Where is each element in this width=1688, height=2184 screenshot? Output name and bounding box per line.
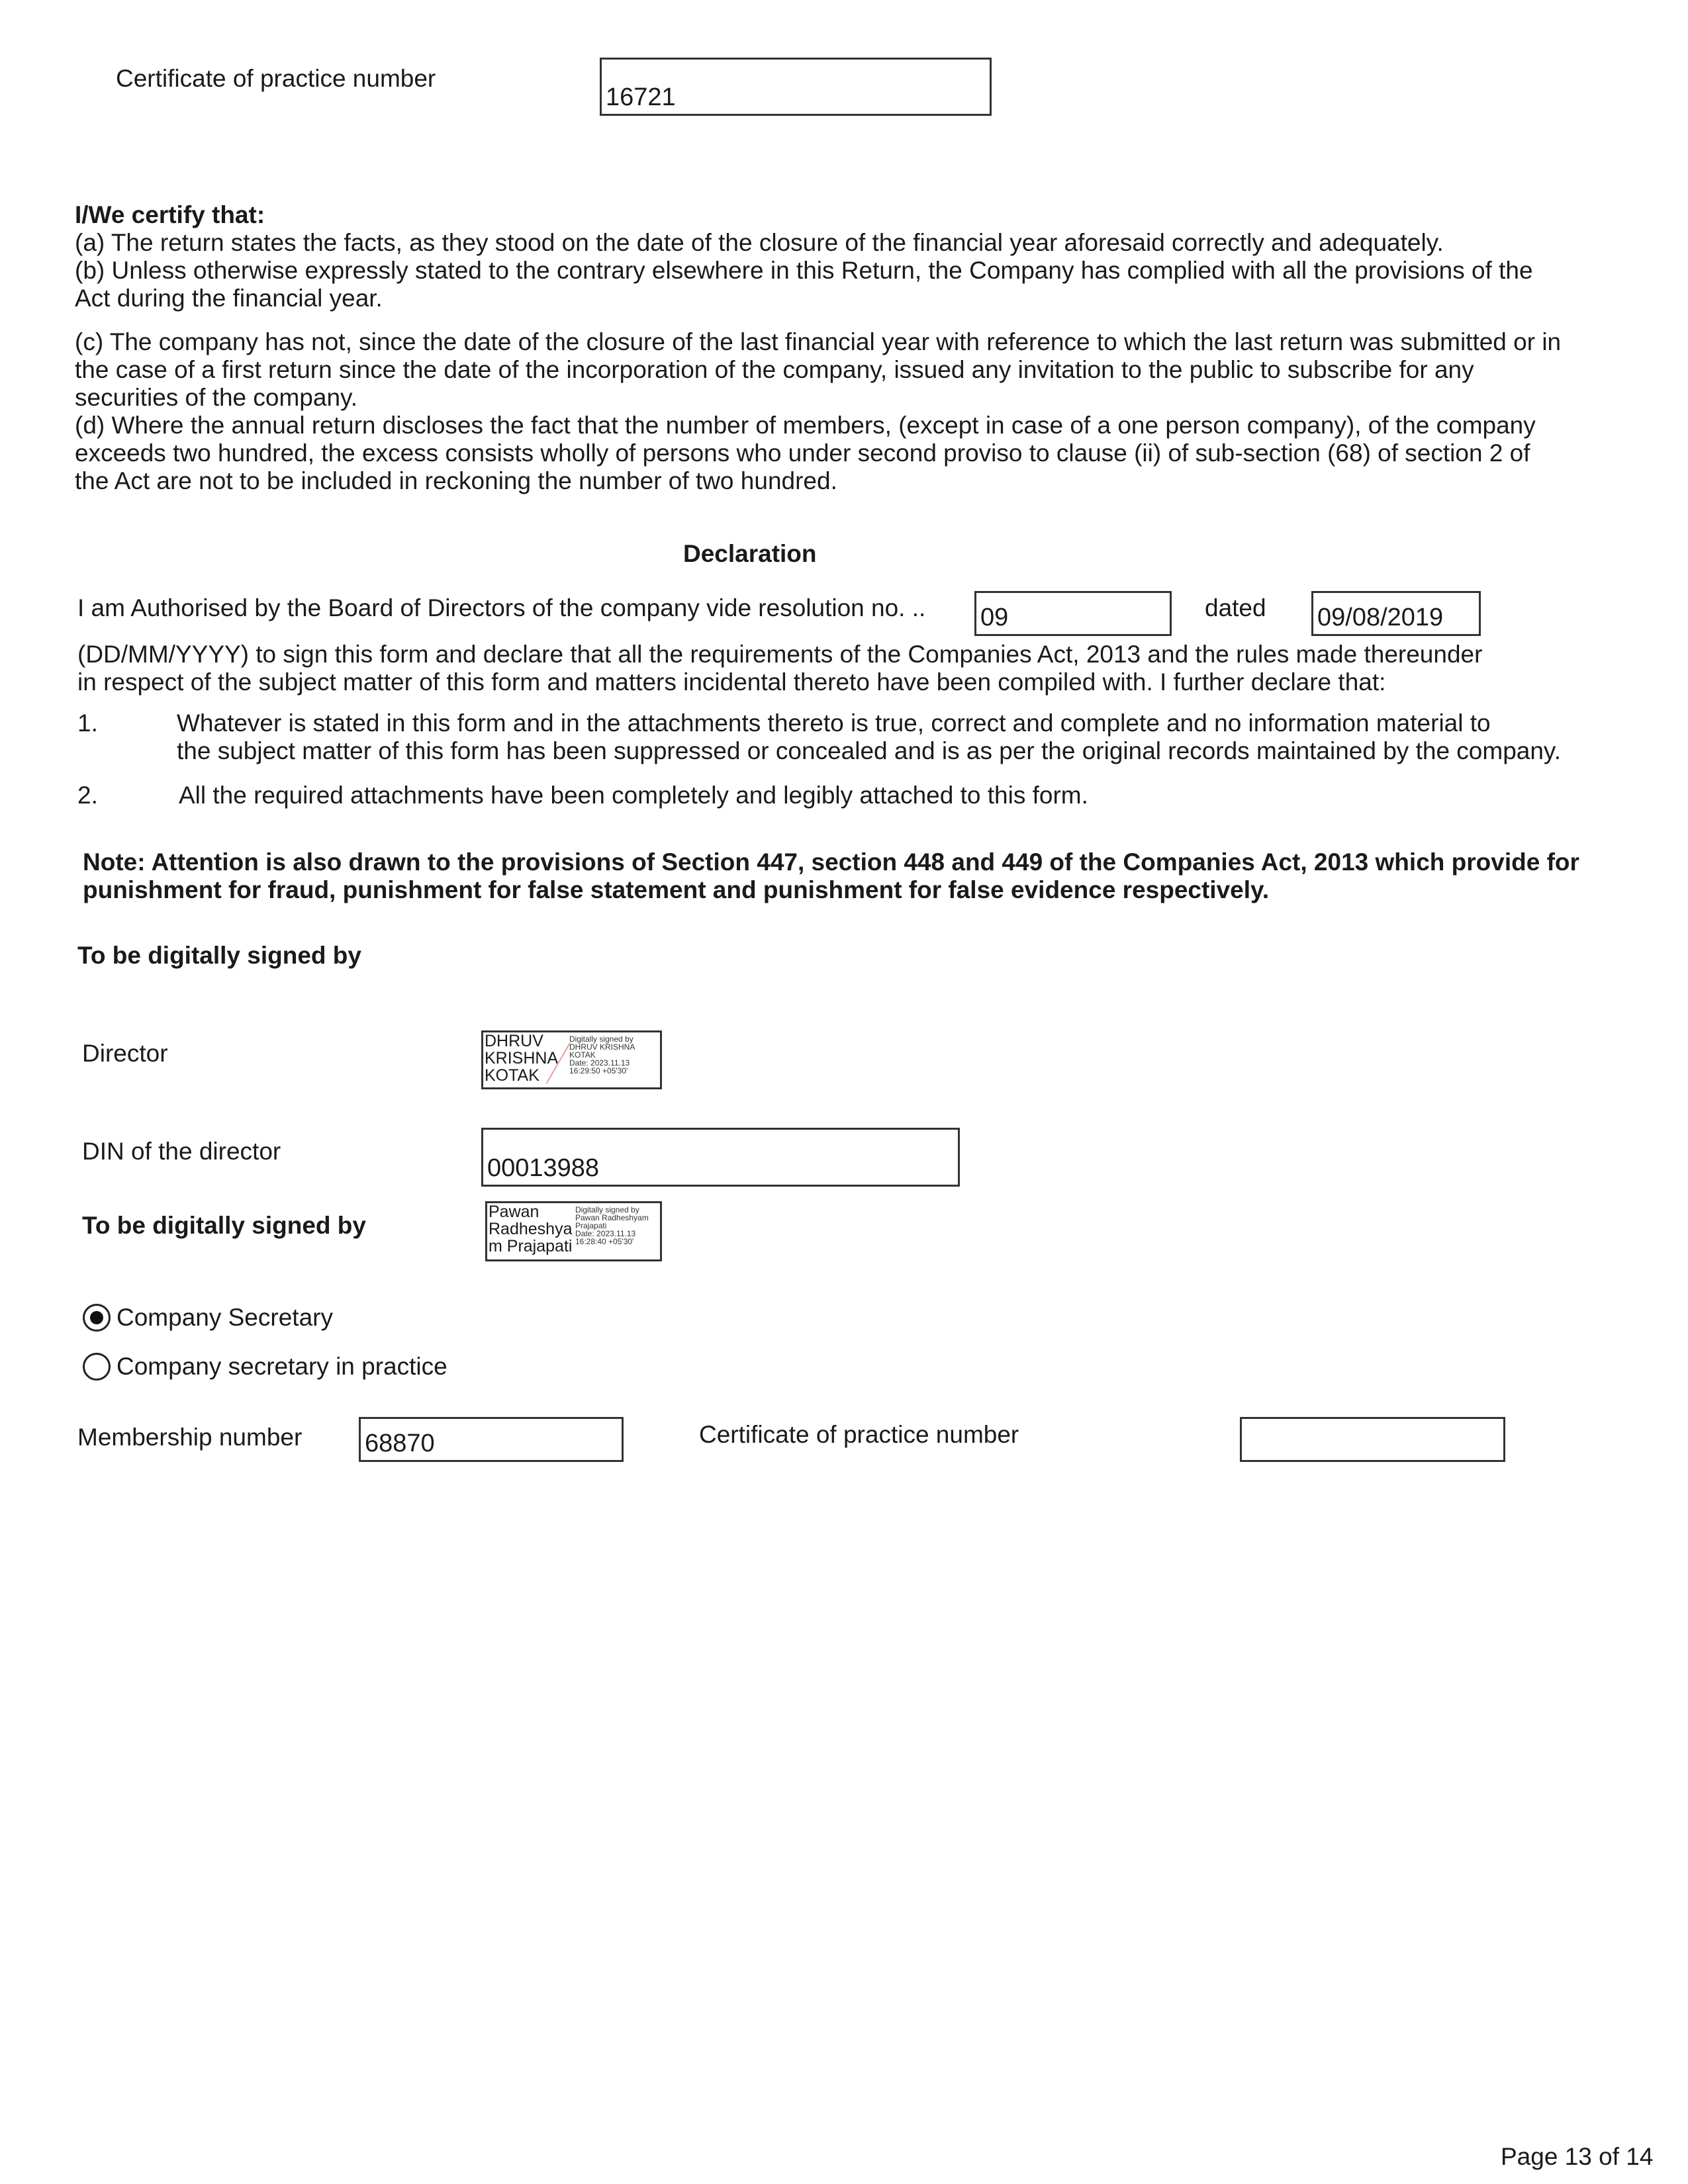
- din-value: 00013988: [487, 1154, 600, 1182]
- secretary-signature-details: Digitally signed by Pawan Radheshyam Prajapati Date: 2023.11.13 16:28:40 +05'30': [575, 1205, 649, 1246]
- certify-section: [75, 201, 1637, 312]
- company-secretary-radio[interactable]: [83, 1304, 111, 1332]
- declaration-item2-text: All the required attachments have been completely and legibly attached to this form.: [179, 782, 1088, 809]
- director-signature-details: Digitally signed by DHRUV KRISHNA KOTAK Date: 2023.11.13 16:29:50 +05'30': [569, 1034, 635, 1075]
- certify-item-c-line1: (c) The company has not, since the date of the closure of the last financial year with reference to which the last return was submitted or in: [75, 328, 1562, 355]
- certify-item-b-line1: (b) Unless otherwise expressly stated to the contrary elsewhere in this Return, the Company has complied with all the provisions of the: [75, 257, 1533, 284]
- company-secretary-in-practice-radio[interactable]: [83, 1353, 111, 1381]
- cop-label-top: Certificate of practice number: [116, 65, 436, 92]
- membership-number-field[interactable]: [359, 1417, 624, 1462]
- company-secretary-in-practice-label: Company secretary in practice: [117, 1353, 447, 1380]
- declaration-item1-number: 1.: [77, 709, 98, 737]
- din-field[interactable]: [481, 1128, 960, 1187]
- declaration-line3: in respect of the subject matter of this form and matters incidental thereto have been compiled with. I further declare that:: [77, 668, 1386, 696]
- authorised-text: I am Authorised by the Board of Directors of the company vide resolution no. ..: [77, 594, 926, 621]
- resolution-number-value: 09: [980, 604, 1009, 631]
- membership-number-value: 68870: [365, 1430, 435, 1457]
- company-secretary-label: Company Secretary: [117, 1304, 333, 1331]
- resolution-date-value: 09/08/2019: [1317, 604, 1444, 631]
- declaration-line2: (DD/MM/YYYY) to sign this form and declare that all the requirements of the Companies Act, 2013 and the rules made thereunder: [77, 641, 1483, 668]
- declaration-item1-line2: the subject matter of this form has been suppressed or concealed and is as per the original records maintained by the company.: [177, 737, 1561, 764]
- secretary-signature-name: Pawan Radheshya m Prajapati: [489, 1203, 573, 1255]
- certify-item-c-line3: securities of the company.: [75, 384, 358, 411]
- resolution-date-field[interactable]: [1311, 591, 1481, 636]
- certify-item-c-line2: the case of a first return since the date of the incorporation of the company, issued any invitation to the public to subscribe for any: [75, 356, 1474, 383]
- dated-label: dated: [1205, 594, 1266, 621]
- to-be-signed-heading-1: To be digitally signed by: [77, 942, 361, 969]
- secretary-signature[interactable]: [485, 1201, 662, 1261]
- cop-label-bottom: Certificate of practice number: [699, 1421, 1019, 1448]
- director-signature-name: DHRUV KRISHNA KOTAK: [485, 1032, 559, 1085]
- certify-item-d-line2: exceeds two hundred, the excess consists wholly of persons who under second proviso to clause (ii) of sub-section (68) of section 2 of: [75, 439, 1530, 467]
- certify-item-b-line2: Act during the financial year.: [75, 285, 383, 312]
- note-line2: punishment for fraud, punishment for false statement and punishment for false evidence respectively.: [83, 876, 1270, 903]
- declaration-item2-number: 2.: [77, 782, 98, 809]
- membership-number-label: Membership number: [77, 1424, 303, 1451]
- director-label: Director: [82, 1040, 168, 1067]
- resolution-number-field[interactable]: [974, 591, 1172, 636]
- declaration-title: Declaration: [683, 540, 817, 567]
- declaration-item1-line1: Whatever is stated in this form and in the attachments thereto is true, correct and complete and no information material to: [177, 709, 1491, 737]
- cop-field-top[interactable]: [600, 58, 992, 116]
- radio-selected-dot: [90, 1311, 103, 1324]
- certify-item-d-line1: (d) Where the annual return discloses the fact that the number of members, (except in case of a one person company), of the company: [75, 412, 1536, 439]
- note-line1: Note: Attention is also drawn to the provisions of Section 447, section 448 and 449 of the Companies Act, 2013 which provide for: [83, 848, 1579, 876]
- certify-heading: I/We certify that:: [75, 201, 265, 228]
- cop-field-bottom[interactable]: [1240, 1417, 1505, 1462]
- certify-item-d-line3: the Act are not to be included in reckoning the number of two hundred.: [75, 467, 837, 494]
- din-label: DIN of the director: [82, 1138, 281, 1165]
- certify-section-cd: [75, 328, 1637, 495]
- to-be-signed-heading-2: To be digitally signed by: [82, 1212, 366, 1239]
- page-number: Page 13 of 14: [1501, 2143, 1654, 2170]
- director-signature[interactable]: [481, 1030, 662, 1089]
- certify-item-a: (a) The return states the facts, as they stood on the date of the closure of the financial year aforesaid correctly and adequately.: [75, 229, 1444, 256]
- cop-value-top: 16721: [606, 83, 676, 111]
